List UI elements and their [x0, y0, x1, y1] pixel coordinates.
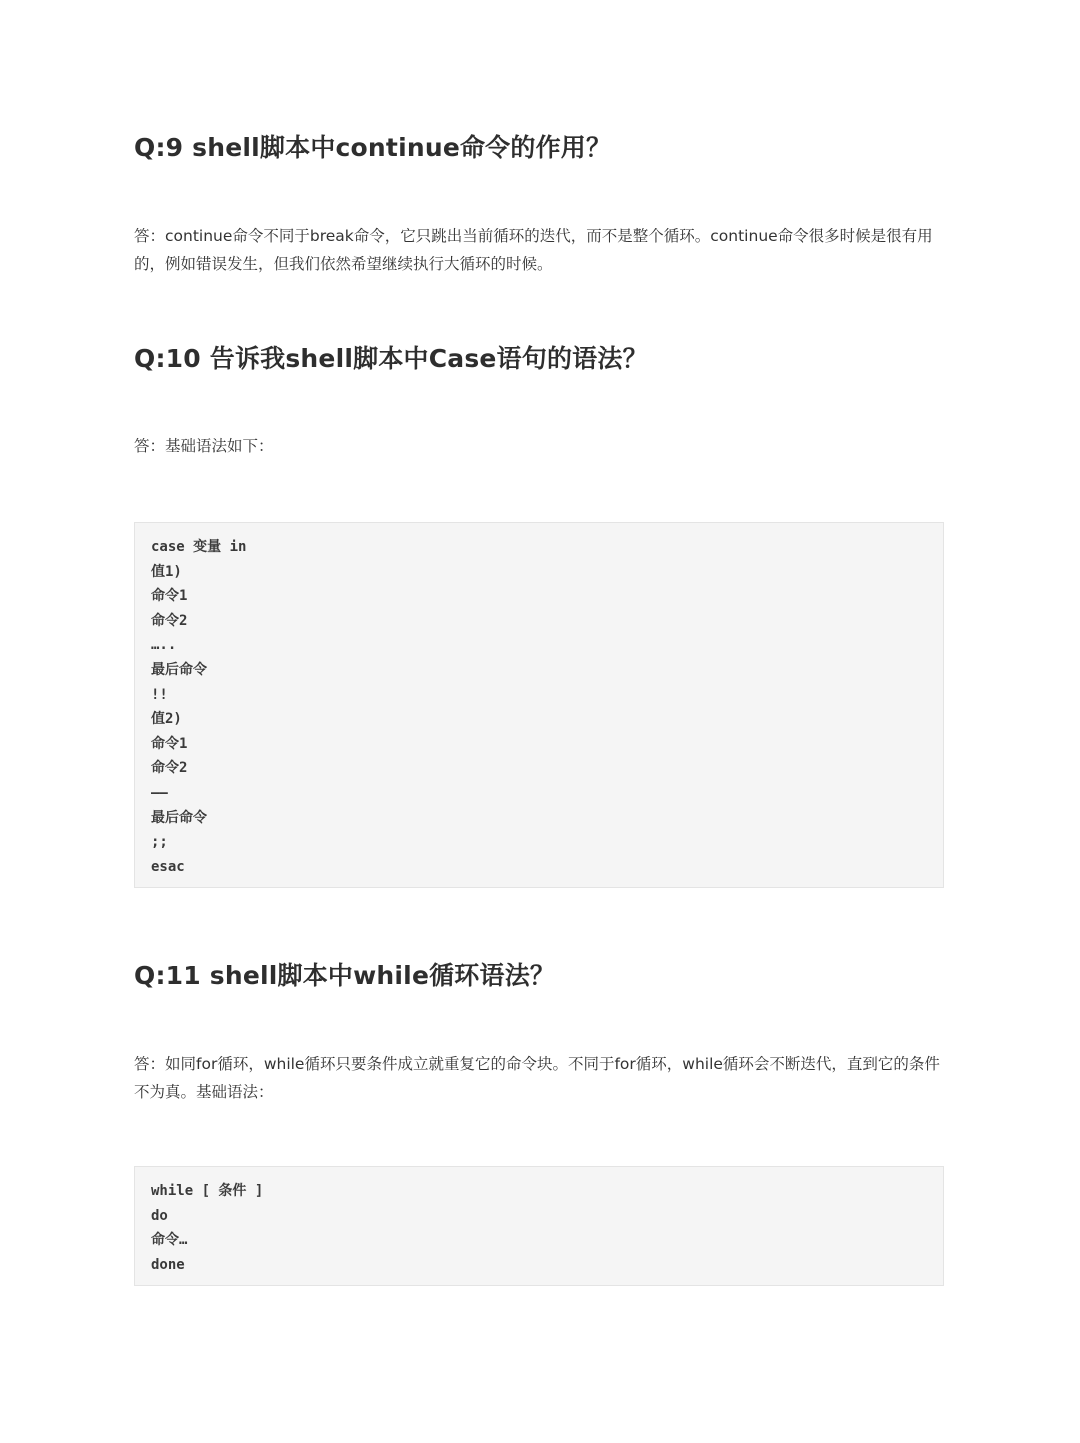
code-line: 值1)	[151, 563, 182, 580]
code-line: 命令1	[151, 735, 188, 752]
case-syntax-code-block	[134, 522, 944, 888]
question-9-answer: 答：continue命令不同于break命令，它只跳出当前循环的迭代，而不是整个循环。continue命令很多时候是很有用的，例如错误发生，但我们依然希望继续执行大循环的时候。	[134, 227, 933, 273]
code-line: do	[151, 1207, 168, 1224]
code-line: 命令2	[151, 760, 188, 777]
code-line: ;;	[151, 834, 168, 851]
question-10-heading: Q:10 告诉我shell脚本中Case语句的语法？	[134, 344, 648, 373]
code-line: 命令…	[151, 1232, 188, 1249]
code-line: esac	[151, 858, 185, 875]
question-9-heading: Q:9 shell脚本中continue命令的作用？	[134, 133, 612, 162]
question-11-answer: 答：如同for循环，while循环只要条件成立就重复它的命令块。不同于for循环，while循环会不断迭代，直到它的条件不为真。基础语法：	[134, 1055, 940, 1101]
code-line: 值2)	[151, 711, 182, 728]
question-10-answer: 答：基础语法如下：	[134, 437, 274, 455]
code-line: ——	[151, 784, 168, 801]
while-syntax-code-block	[134, 1166, 944, 1286]
code-line: !!	[151, 686, 168, 703]
question-11-heading: Q:11 shell脚本中while循环语法？	[134, 961, 556, 990]
code-line: …..	[151, 637, 177, 654]
code-line: 最后命令	[151, 809, 207, 826]
code-line: while [ 条件 ]	[151, 1183, 264, 1199]
code-line: case 变量 in	[151, 539, 247, 555]
code-line: 命令1	[151, 588, 188, 605]
code-line: 最后命令	[151, 661, 207, 678]
code-line: 命令2	[151, 612, 188, 629]
code-line: done	[151, 1256, 185, 1273]
